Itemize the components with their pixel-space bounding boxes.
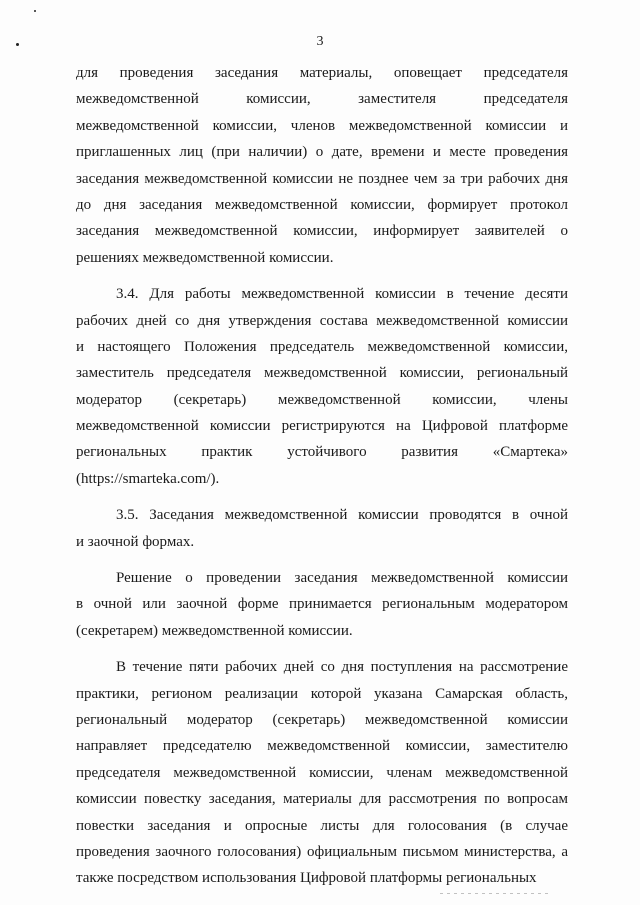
paragraph [76,60,568,271]
text-line: региональный модератор (секретарь) межведомственной комиссии [76,711,568,728]
paragraph-gap [76,271,568,281]
document-body [76,60,568,892]
text-line: в очной или заочной форме принимается региональным модератором [76,596,568,613]
scan-speck [34,10,36,12]
text-line: 3.4. Для работы межведомственной комиссии в течение десяти [116,286,568,303]
scan-artifact [440,893,550,894]
page-number: 3 [316,34,324,49]
text-line: межведомственной комиссии, заместителя председателя [76,91,568,108]
paragraph [76,502,568,555]
text-line: региональных практик устойчивого развития «Смартека» [76,444,568,461]
text-line: приглашенных лиц (при наличии) о дате, времени и месте проведения [76,144,568,161]
text-line: рабочих дней со дня утверждения состава межведомственной комиссии [76,312,568,329]
text-line: Решение о проведении заседания межведомственной комиссии [116,570,568,587]
text-line: направляет председателю межведомственной комиссии, заместителю [76,738,568,755]
text-line: также посредством использования Цифровой платформы региональных [76,870,537,887]
paragraph-gap [76,644,568,654]
text-line: до дня заседания межведомственной комиссии, формирует протокол [76,196,568,213]
text-line: заседания межведомственной комиссии, информирует заявителей о [76,223,568,240]
text-line: председателя межведомственной комиссии, членам межведомственной [76,764,568,781]
text-line: (секретарем) межведомственной комиссии. [76,622,353,639]
text-line: межведомственной комиссии, членов межведомственной комиссии и [76,117,568,134]
text-line: комиссии повестку заседания, материалы для рассмотрения по вопросам [76,791,568,808]
text-line: заседания межведомственной комиссии не позднее чем за три рабочих дня [76,170,568,187]
text-line: межведомственной комиссии регистрируются на Цифровой платформе [76,418,568,435]
text-line: проведения заочного голосования) официальным письмом министерства, а [76,843,568,860]
text-line: заместитель председателя межведомственной комиссии, региональный [76,365,568,382]
paragraph [76,281,568,492]
text-line: повестки заседания и опросные листы для голосования (в случае [76,817,568,834]
paragraph [76,565,568,644]
text-line: для проведения заседания материалы, оповещает председателя [76,65,568,81]
text-line: (https://smarteka.com/). [76,470,220,487]
text-line: В течение пяти рабочих дней со дня поступления на рассмотрение [116,659,568,676]
paragraph [76,654,568,892]
text-line: и заочной формах. [76,533,195,550]
text-line: и настоящего Положения председатель межведомственной комиссии, [76,338,568,355]
text-line: 3.5. Заседания межведомственной комиссии проводятся в очной [116,507,568,524]
paragraph-gap [76,555,568,565]
paragraph-gap [76,492,568,502]
text-line: практики, регионом реализации которой указана Самарская область, [76,685,568,702]
text-line: модератор (секретарь) межведомственной комиссии, члены [76,391,568,408]
text-line: решениях межведомственной комиссии. [76,249,334,266]
